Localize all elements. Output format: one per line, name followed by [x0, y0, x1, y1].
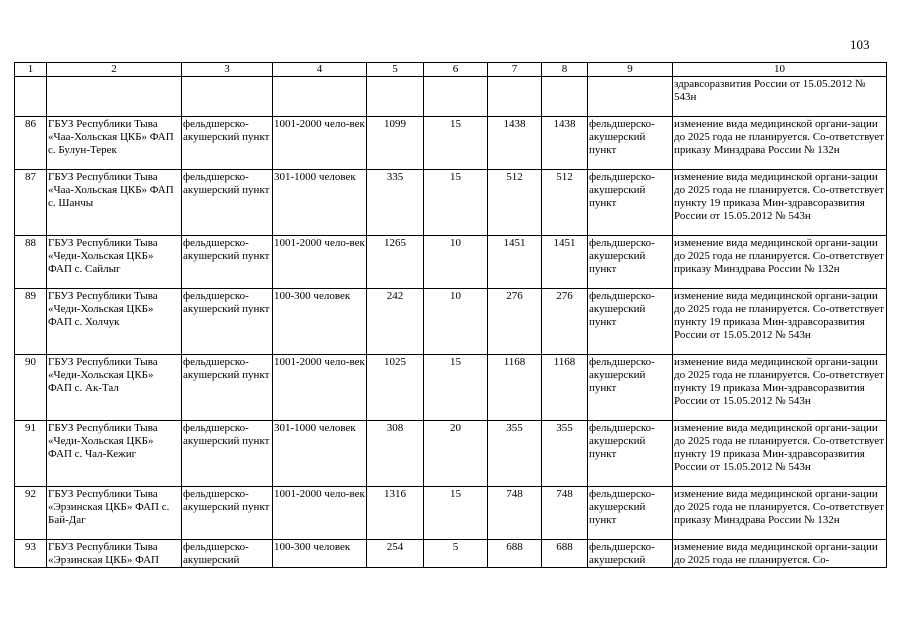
- column-5-value: 1099: [367, 117, 424, 170]
- row-number: 90: [15, 355, 47, 421]
- compliance-note: изменение вида медицинской органи-зации до 2025 года не планируется. Со-ответствует пункту 19 приказа Мин-здравсоразвития России от 15.05.2012 № 543н: [673, 421, 887, 487]
- organization-name: ГБУЗ Республики Тыва «Чеди-Хольская ЦКБ» ФАП с. Сайлыг: [47, 236, 182, 289]
- table-cell: [424, 77, 488, 117]
- column-6-value: 20: [424, 421, 488, 487]
- column-8-value: 276: [542, 289, 588, 355]
- facility-type-planned: фельдшерско-акушерский пункт: [588, 117, 673, 170]
- compliance-note: изменение вида медицинской органи-зации до 2025 года не планируется. Со-ответствует приказу Минздрава России № 132н: [673, 487, 887, 540]
- table-row: [15, 421, 887, 487]
- column-6-value: 10: [424, 236, 488, 289]
- facility-type-planned: фельдшерско-акушерский пункт: [588, 236, 673, 289]
- column-8-value: 748: [542, 487, 588, 540]
- compliance-note: изменение вида медицинской органи-зации до 2025 года не планируется. Со-ответствует пункту 19 приказа Мин-здравсоразвития России от 15.05.2012 № 543н: [673, 170, 887, 236]
- table-row: [15, 540, 887, 568]
- population-range: 1001-2000 чело-век: [273, 487, 367, 540]
- column-7-value: 276: [488, 289, 542, 355]
- table-cell: [367, 77, 424, 117]
- table-cell: [542, 77, 588, 117]
- column-5-value: 1265: [367, 236, 424, 289]
- table-row: [15, 487, 887, 540]
- compliance-note: изменение вида медицинской органи-зации до 2025 года не планируется. Со-: [673, 540, 887, 568]
- facility-type: фельдшерско-акушерский пункт: [182, 355, 273, 421]
- continuation-row: [15, 77, 887, 117]
- row-number: 91: [15, 421, 47, 487]
- facility-type: фельдшерско-акушерский пункт: [182, 170, 273, 236]
- page-number: 103: [850, 37, 870, 52]
- column-8-value: 1451: [542, 236, 588, 289]
- population-range: 100-300 человек: [273, 289, 367, 355]
- col-header: 6: [424, 63, 488, 77]
- compliance-note: изменение вида медицинской органи-зации до 2025 года не планируется. Со-ответствует приказу Минздрава России № 132н: [673, 117, 887, 170]
- table-cell: [588, 77, 673, 117]
- organization-name: ГБУЗ Республики Тыва «Чеди-Хольская ЦКБ» ФАП с. Ак-Тал: [47, 355, 182, 421]
- col-header: 3: [182, 63, 273, 77]
- compliance-note: изменение вида медицинской органи-зации до 2025 года не планируется. Со-ответствует приказу Минздрава России № 132н: [673, 236, 887, 289]
- table-row: [15, 236, 887, 289]
- organization-name: ГБУЗ Республики Тыва «Чеди-Хольская ЦКБ» ФАП с. Холчук: [47, 289, 182, 355]
- facility-type-planned: фельдшерско-акушерский пункт: [588, 487, 673, 540]
- facility-type: фельдшерско-акушерский пункт: [182, 487, 273, 540]
- row-number: 89: [15, 289, 47, 355]
- table-cell: [182, 77, 273, 117]
- facility-type: фельдшерско-акушерский пункт: [182, 236, 273, 289]
- row-number: 86: [15, 117, 47, 170]
- col-header: 8: [542, 63, 588, 77]
- compliance-note: изменение вида медицинской органи-зации до 2025 года не планируется. Со-ответствует пункту 19 приказа Мин-здравсоразвития России от 15.05.2012 № 543н: [673, 289, 887, 355]
- column-8-value: 688: [542, 540, 588, 568]
- table-row: [15, 355, 887, 421]
- column-5-value: 308: [367, 421, 424, 487]
- column-7-value: 748: [488, 487, 542, 540]
- table-cell: [273, 77, 367, 117]
- column-5-value: 1316: [367, 487, 424, 540]
- column-6-value: 15: [424, 355, 488, 421]
- facility-type-planned: фельдшерско-акушерский пункт: [588, 170, 673, 236]
- column-6-value: 15: [424, 117, 488, 170]
- col-header: 1: [15, 63, 47, 77]
- row-number: 92: [15, 487, 47, 540]
- table-row: [15, 170, 887, 236]
- facility-type: фельдшерско-акушерский пункт: [182, 421, 273, 487]
- population-range: 301-1000 человек: [273, 170, 367, 236]
- table-row: [15, 117, 887, 170]
- column-5-value: 254: [367, 540, 424, 568]
- column-5-value: 1025: [367, 355, 424, 421]
- column-7-value: 688: [488, 540, 542, 568]
- row-number: 87: [15, 170, 47, 236]
- organization-name: ГБУЗ Республики Тыва «Чеди-Хольская ЦКБ» ФАП с. Чал-Кежиг: [47, 421, 182, 487]
- facility-type: фельдшерско-акушерский пункт: [182, 289, 273, 355]
- col-header: 7: [488, 63, 542, 77]
- data-table: [14, 62, 887, 568]
- column-6-value: 15: [424, 487, 488, 540]
- table-cell: [47, 77, 182, 117]
- table-cell: [15, 77, 47, 117]
- column-7-value: 1168: [488, 355, 542, 421]
- row-number: 88: [15, 236, 47, 289]
- organization-name: ГБУЗ Республики Тыва «Эрзинская ЦКБ» ФАП с. Бай-Даг: [47, 487, 182, 540]
- population-range: 1001-2000 чело-век: [273, 236, 367, 289]
- column-8-value: 1168: [542, 355, 588, 421]
- facility-type-planned: фельдшерско-акушерский пункт: [588, 289, 673, 355]
- facility-type-planned: фельдшерско-акушерский пункт: [588, 421, 673, 487]
- column-5-value: 242: [367, 289, 424, 355]
- facility-type: фельдшерско-акушерский пункт: [182, 117, 273, 170]
- column-6-value: 10: [424, 289, 488, 355]
- column-8-value: 355: [542, 421, 588, 487]
- column-8-value: 1438: [542, 117, 588, 170]
- compliance-note: здравсоразвития России от 15.05.2012 № 543н: [673, 77, 887, 117]
- facility-type-planned: фельдшерско-акушерский: [588, 540, 673, 568]
- facility-type: фельдшерско-акушерский: [182, 540, 273, 568]
- column-6-value: 15: [424, 170, 488, 236]
- row-number: 93: [15, 540, 47, 568]
- table-row: [15, 289, 887, 355]
- population-range: 1001-2000 чело-век: [273, 117, 367, 170]
- column-7-value: 512: [488, 170, 542, 236]
- compliance-note: изменение вида медицинской органи-зации до 2025 года не планируется. Со-ответствует пункту 19 приказа Мин-здравсоразвития России от 15.05.2012 № 543н: [673, 355, 887, 421]
- header-row: [15, 63, 887, 77]
- population-range: 100-300 человек: [273, 540, 367, 568]
- organization-name: ГБУЗ Республики Тыва «Чаа-Хольская ЦКБ» ФАП с. Булун-Терек: [47, 117, 182, 170]
- column-7-value: 1438: [488, 117, 542, 170]
- table-cell: [488, 77, 542, 117]
- population-range: 301-1000 человек: [273, 421, 367, 487]
- column-6-value: 5: [424, 540, 488, 568]
- column-7-value: 1451: [488, 236, 542, 289]
- facility-type-planned: фельдшерско-акушерский пункт: [588, 355, 673, 421]
- organization-name: ГБУЗ Республики Тыва «Чаа-Хольская ЦКБ» ФАП с. Шанчы: [47, 170, 182, 236]
- col-header: 2: [47, 63, 182, 77]
- col-header: 9: [588, 63, 673, 77]
- col-header: 10: [673, 63, 887, 77]
- population-range: 1001-2000 чело-век: [273, 355, 367, 421]
- col-header: 5: [367, 63, 424, 77]
- column-5-value: 335: [367, 170, 424, 236]
- column-8-value: 512: [542, 170, 588, 236]
- column-7-value: 355: [488, 421, 542, 487]
- organization-name: ГБУЗ Республики Тыва «Эрзинская ЦКБ» ФАП: [47, 540, 182, 568]
- col-header: 4: [273, 63, 367, 77]
